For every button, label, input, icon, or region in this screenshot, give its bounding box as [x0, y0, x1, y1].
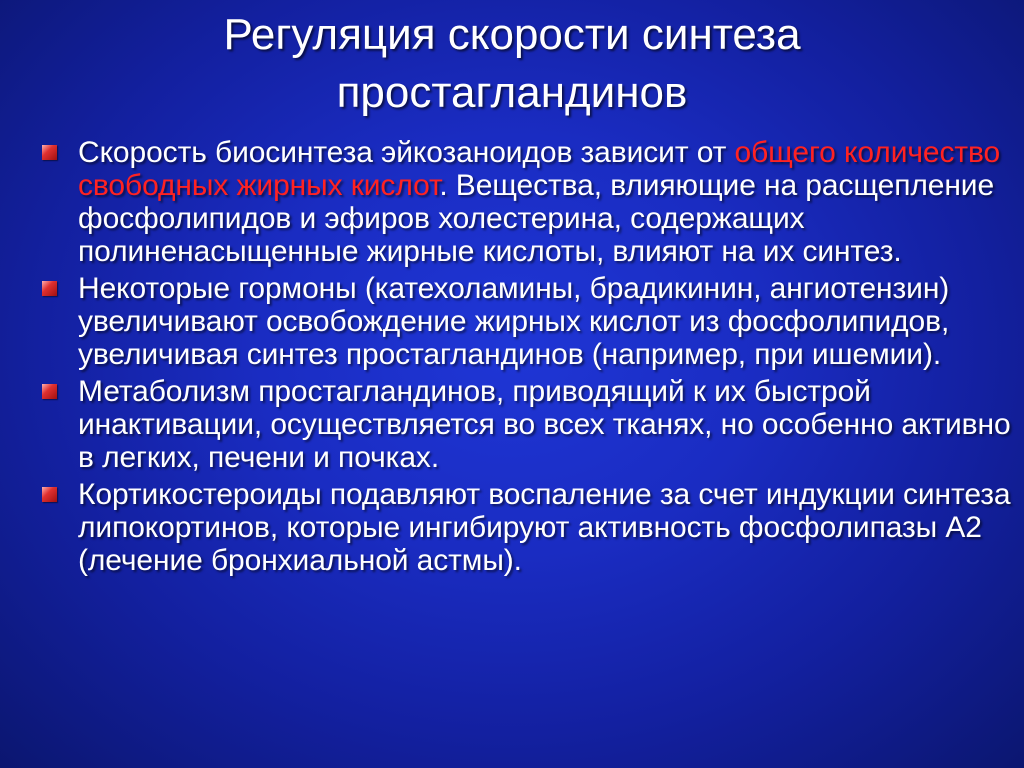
bullet-2-text: Некоторые гормоны (катехоламины, брадикинин, ангиотензин) увеличивают освобождение жирных кислот из фосфолипидов, увеличивая синтез простагландинов (например, при ишемии). [78, 272, 950, 371]
slide-title [40, 6, 984, 122]
bullet-4-text: Кортикостероиды подавляют воспаление за счет индукции синтеза липокортинов, которые ингибируют активность фосфолипазы А2 (лечение бронхиальной астмы). [78, 478, 1011, 577]
bullet-list [36, 136, 1016, 581]
bullet-1-highlight: общего количество свободных жирных кислот [78, 136, 1001, 202]
bullet-3-text: Метаболизм простагландинов, приводящий к их быстрой инактивации, осуществляется во всех тканях, но особенно активно в легких, печени и почках. [78, 375, 1011, 474]
bullet-item-1 [36, 136, 1016, 268]
bullet-item-3 [36, 375, 1016, 474]
slide-title-line-2: простагландинов [336, 68, 688, 117]
bullet-1-text-end: . Вещества, влияющие на расщепление фосфолипидов и эфиров холестерина, содержащих полиненасыщенные жирные кислоты, влияют на их синтез. [78, 169, 995, 268]
bullet-item-4 [36, 478, 1016, 577]
square-bullet-icon [42, 487, 57, 502]
slide-title-line-1: Регуляция скорости синтеза [223, 10, 801, 59]
square-bullet-icon [42, 384, 57, 399]
square-bullet-icon [42, 145, 57, 160]
bullet-1-text-start: Скорость биосинтеза эйкозаноидов зависит от [78, 136, 735, 169]
bullet-item-2 [36, 272, 1016, 371]
square-bullet-icon [42, 281, 57, 296]
